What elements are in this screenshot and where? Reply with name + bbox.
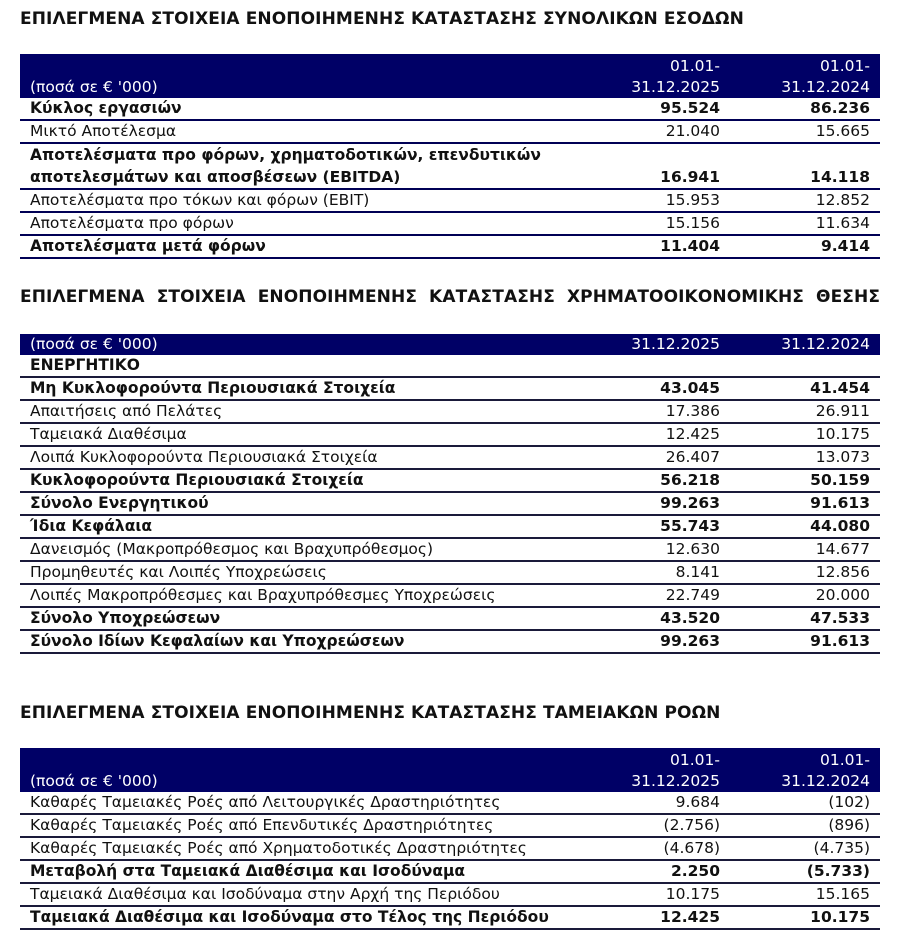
value-2025: 95.524 [610, 98, 730, 120]
value-2024: 91.613 [730, 630, 880, 653]
table-header-row [20, 748, 880, 792]
unit-label: (ποσά σε € '000) [30, 78, 158, 96]
table-row [20, 860, 880, 883]
value-2024: 14.677 [730, 538, 880, 561]
cash-flows-title: ΕΠΙΛΕΓΜΕΝΑ ΣΤΟΙΧΕΙΑ ΕΝΟΠΟΙΗΜΕΝΗΣ ΚΑΤΑΣΤΑΣΗΣ ΤΑΜΕΙΑΚΩΝ ΡΟΩΝ [20, 703, 721, 723]
value-2025: 16.941 [610, 143, 730, 189]
row-label: Αποτελέσματα προ φόρων [20, 212, 610, 235]
value-2024: 14.118 [730, 143, 880, 189]
cash-flows-table [20, 748, 880, 930]
table-row [20, 906, 880, 929]
table-row [20, 212, 880, 235]
table-row [20, 814, 880, 837]
table-row [20, 538, 880, 561]
value-2025: 12.425 [610, 423, 730, 446]
table-row [20, 98, 880, 120]
table-row [20, 469, 880, 492]
table-row [20, 584, 880, 607]
row-label: Καθαρές Ταμειακές Ροές από Επενδυτικές Δραστηριότητες [20, 814, 610, 837]
value-2025: (4.678) [610, 837, 730, 860]
column-header-2024: 01.01- 31.12.2024 [781, 57, 870, 96]
value-2024: 11.634 [730, 212, 880, 235]
row-label: Κυκλοφορούντα Περιουσιακά Στοιχεία [20, 469, 610, 492]
value-2024: 15.665 [730, 120, 880, 143]
column-header-2025: 31.12.2025 [631, 335, 720, 353]
value-2024: 86.236 [730, 98, 880, 120]
row-label: Ταμειακά Διαθέσιμα [20, 423, 610, 446]
table-row [20, 792, 880, 814]
value-2024: 13.073 [730, 446, 880, 469]
value-2025: 10.175 [610, 883, 730, 906]
unit-label: (ποσά σε € '000) [30, 772, 158, 790]
table-header-row [20, 54, 880, 98]
value-2025: 12.630 [610, 538, 730, 561]
cash-flows-section [20, 702, 882, 930]
value-2025: 22.749 [610, 584, 730, 607]
row-label: Λοιπές Μακροπρόθεσμες και Βραχυπρόθεσμες Υποχρεώσεις [20, 584, 610, 607]
column-header-2025: 01.01- 31.12.2025 [631, 751, 720, 790]
value-2025: 12.425 [610, 906, 730, 929]
table-row [20, 515, 880, 538]
table-row [20, 561, 880, 584]
unit-label: (ποσά σε € '000) [30, 335, 158, 353]
value-2025: 2.250 [610, 860, 730, 883]
value-2024: 10.175 [730, 906, 880, 929]
subheading-row [20, 355, 880, 377]
table-row [20, 423, 880, 446]
row-label: Σύνολο Ιδίων Κεφαλαίων και Υποχρεώσεων [20, 630, 610, 653]
row-label: Αποτελέσματα προ φόρων, χρηματοδοτικών, επενδυτικών αποτελεσμάτων και αποσβέσεων (EBITDA) [20, 143, 610, 189]
financial-position-title: ΕΠΙΛΕΓΜΕΝΑ ΣΤΟΙΧΕΙΑ ΕΝΟΠΟΙΗΜΕΝΗΣ ΚΑΤΑΣΤΑΣΗΣ ΧΡΗΜΑΤΟΟΙΚΟΝΟΜΙΚΗΣ ΘΕΣΗΣ [20, 287, 881, 307]
value-2024: 10.175 [730, 423, 880, 446]
row-label: Μικτό Αποτέλεσμα [20, 120, 610, 143]
row-label: Σύνολο Ενεργητικού [20, 492, 610, 515]
value-2025: 15.156 [610, 212, 730, 235]
value-2024: 20.000 [730, 584, 880, 607]
value-2025: 9.684 [610, 792, 730, 814]
value-2024: 12.856 [730, 561, 880, 584]
table-row [20, 446, 880, 469]
table-row [20, 189, 880, 212]
financial-position-section [20, 286, 882, 654]
value-2024: 44.080 [730, 515, 880, 538]
value-2024: 91.613 [730, 492, 880, 515]
row-label: Λοιπά Κυκλοφορούντα Περιουσιακά Στοιχεία [20, 446, 610, 469]
table-row [20, 120, 880, 143]
row-label: Ταμειακά Διαθέσιμα και Ισοδύναμα στην Αρχή της Περιόδου [20, 883, 610, 906]
row-label: Απαιτήσεις από Πελάτες [20, 400, 610, 423]
table-row [20, 400, 880, 423]
table-row [20, 883, 880, 906]
value-2024: 9.414 [730, 235, 880, 258]
assets-subheading: ΕΝΕΡΓΗΤΙΚΟ [20, 355, 610, 377]
row-label: Αποτελέσματα προ τόκων και φόρων (EBIT) [20, 189, 610, 212]
value-2025: 55.743 [610, 515, 730, 538]
table-row [20, 143, 880, 189]
row-label: Κύκλος εργασιών [20, 98, 610, 120]
row-label: Μεταβολή στα Ταμειακά Διαθέσιμα και Ισοδύναμα [20, 860, 610, 883]
value-2025: 26.407 [610, 446, 730, 469]
value-2025: 43.045 [610, 377, 730, 400]
value-2025: 17.386 [610, 400, 730, 423]
column-header-2025: 01.01- 31.12.2025 [631, 57, 720, 96]
value-2024: (896) [730, 814, 880, 837]
table-row [20, 377, 880, 400]
value-2024: 26.911 [730, 400, 880, 423]
row-label: Καθαρές Ταμειακές Ροές από Λειτουργικές Δραστηριότητες [20, 792, 610, 814]
value-2025: 15.953 [610, 189, 730, 212]
row-label: Καθαρές Ταμειακές Ροές από Χρηματοδοτικές Δραστηριότητες [20, 837, 610, 860]
row-label: Αποτελέσματα μετά φόρων [20, 235, 610, 258]
table-row [20, 235, 880, 258]
row-label: Ίδια Κεφάλαια [20, 515, 610, 538]
row-label: Μη Κυκλοφορούντα Περιουσιακά Στοιχεία [20, 377, 610, 400]
row-label: Δανεισμός (Μακροπρόθεσμος και Βραχυπρόθεσμος) [20, 538, 610, 561]
row-label: Σύνολο Υποχρεώσεων [20, 607, 610, 630]
value-2025: 8.141 [610, 561, 730, 584]
row-label: Προμηθευτές και Λοιπές Υποχρεώσεις [20, 561, 610, 584]
value-2024: (4.735) [730, 837, 880, 860]
cash-flows-body [20, 792, 880, 929]
table-row [20, 837, 880, 860]
financial-position-body [20, 355, 880, 653]
column-header-2024: 01.01- 31.12.2024 [781, 751, 870, 790]
income-statement-title: ΕΠΙΛΕΓΜΕΝΑ ΣΤΟΙΧΕΙΑ ΕΝΟΠΟΙΗΜΕΝΗΣ ΚΑΤΑΣΤΑΣΗΣ ΣΥΝΟΛΙΚΩΝ ΕΣΟΔΩΝ [20, 9, 744, 29]
value-2025: 21.040 [610, 120, 730, 143]
value-2025: (2.756) [610, 814, 730, 837]
table-row [20, 607, 880, 630]
value-2024: 41.454 [730, 377, 880, 400]
value-2024: (102) [730, 792, 880, 814]
value-2024: 47.533 [730, 607, 880, 630]
value-2024: 15.165 [730, 883, 880, 906]
financial-position-table [20, 334, 880, 654]
table-row [20, 492, 880, 515]
value-2025: 99.263 [610, 630, 730, 653]
income-statement-section [20, 8, 882, 259]
column-header-2024: 31.12.2024 [781, 335, 870, 353]
value-2025: 43.520 [610, 607, 730, 630]
value-2024: (5.733) [730, 860, 880, 883]
value-2024: 50.159 [730, 469, 880, 492]
value-2025: 99.263 [610, 492, 730, 515]
table-header-row [20, 334, 880, 355]
table-row [20, 630, 880, 653]
row-label: Ταμειακά Διαθέσιμα και Ισοδύναμα στο Τέλος της Περιόδου [20, 906, 610, 929]
value-2024: 12.852 [730, 189, 880, 212]
income-statement-body [20, 98, 880, 258]
value-2025: 56.218 [610, 469, 730, 492]
income-statement-table [20, 54, 880, 259]
value-2025: 11.404 [610, 235, 730, 258]
